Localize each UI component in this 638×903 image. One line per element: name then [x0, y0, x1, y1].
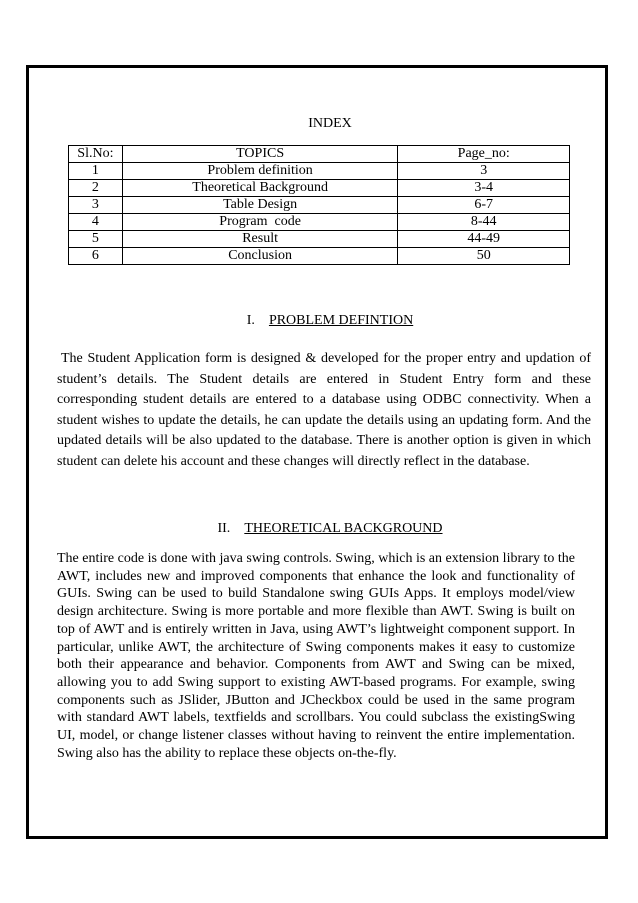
section-2-title: THEORETICAL BACKGROUND: [244, 521, 443, 536]
section-1-body: The Student Application form is designed & developed for the proper entry and updation of student’s details. The Student details are entered in Student Entry form and these corresponding student details are entered to a database using ODBC connectivity. When a student wishes to update the details, he can update the details using an updating form. And the updated details will be also updated to the database. There is another option is given in which student can delete his account and these changes will directly reflect in the database.: [57, 351, 591, 469]
header-sl-no: Sl.No:: [69, 146, 123, 163]
cell-topic: Program code: [122, 214, 398, 231]
cell-page: 8-44: [398, 214, 570, 231]
cell-page: 44-49: [398, 231, 570, 248]
cell-sl: 4: [69, 214, 123, 231]
cell-sl: 5: [69, 231, 123, 248]
cell-page: 3-4: [398, 180, 570, 197]
cell-page: 6-7: [398, 197, 570, 214]
table-row: [69, 180, 570, 197]
table-row: [69, 248, 570, 265]
index-table: [68, 145, 570, 265]
cell-sl: 3: [69, 197, 123, 214]
cell-topic: Conclusion: [122, 248, 398, 265]
cell-sl: 6: [69, 248, 123, 265]
header-topics: TOPICS: [122, 146, 398, 163]
cell-topic: Theoretical Background: [122, 180, 398, 197]
cell-topic: Result: [122, 231, 398, 248]
index-title: INDEX: [308, 116, 352, 131]
cell-page: 3: [398, 163, 570, 180]
cell-topic: Problem definition: [122, 163, 398, 180]
table-row: [69, 214, 570, 231]
table-row: [69, 197, 570, 214]
cell-page: 50: [398, 248, 570, 265]
cell-sl: 2: [69, 180, 123, 197]
section-1-heading: [0, 313, 638, 329]
cell-topic: Table Design: [122, 197, 398, 214]
section-1-title: PROBLEM DEFINTION: [268, 313, 414, 328]
header-page-no: Page_no:: [398, 146, 570, 163]
section-2-body: The entire code is done with java swing controls. Swing, which is an extension library to the AWT, includes new and improved components that enhance the look and functionality of GUIs. Swing can be used to build Standalone swing GUIs Apps. It employs model/view design architecture. Swing is more portable and more flexible than AWT. Swing is built on top of AWT and is entirely written in Java, using AWT’s lightweight component support. In particular, unlike AWT, the architecture of Swing components makes it easy to customize both their appearance and behavior. Components from AWT and Swing can be mixed, allowing you to add Swing support to existing AWT-based programs. For example, swing components such as JSlider, JButton and JCheckbox could be used in the same program with standard AWT labels, textfields and scrollbars. You could subclass the existingSwing UI, model, or change listener classes without having to reinvent the entire implementation. Swing also has the ability to replace these objects on-the-fly.: [57, 551, 575, 761]
cell-sl: 1: [69, 163, 123, 180]
section-1-number: I.: [246, 313, 255, 328]
table-header-row: [69, 146, 570, 163]
table-row: [69, 231, 570, 248]
section-2-number: II.: [217, 521, 231, 536]
table-row: [69, 163, 570, 180]
section-2-heading: [0, 521, 638, 537]
